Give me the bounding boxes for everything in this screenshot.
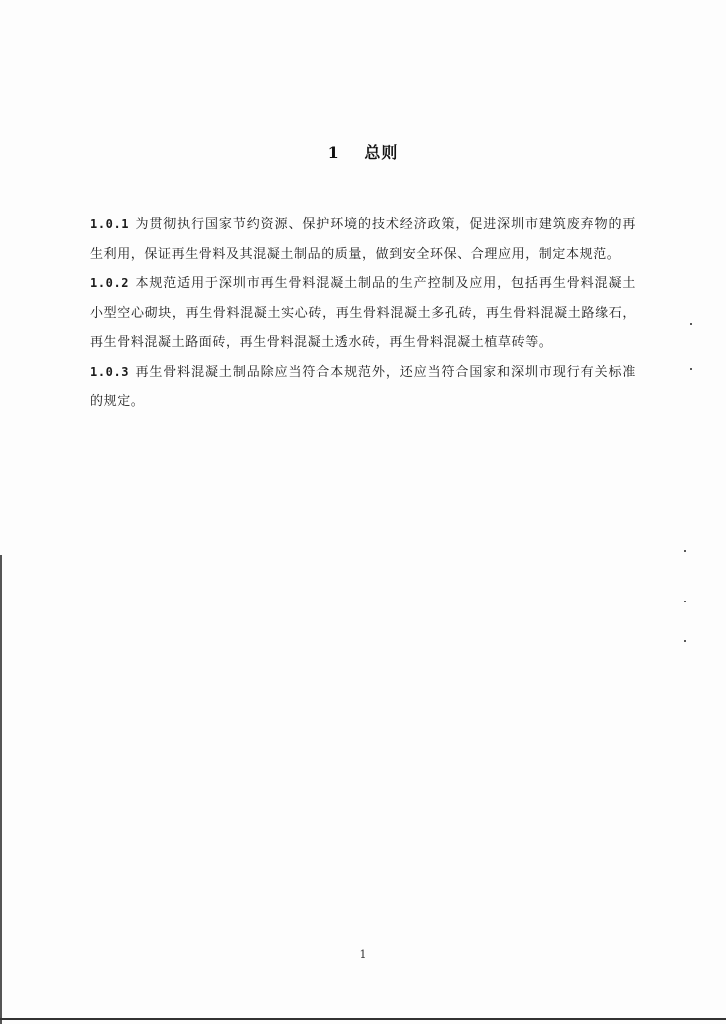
scan-edge-bottom (0, 1018, 726, 1020)
clause-list (90, 210, 636, 417)
scan-edge-left (0, 555, 2, 1024)
chapter-number: 1 (327, 143, 340, 162)
clause-text: 本规范适用于深圳市再生骨料混凝土制品的生产控制及应用，包括再生骨料混凝土小型空心砌块，再生骨料混凝土实心砖，再生骨料混凝土多孔砖，再生骨料混凝土路缘石，再生骨料混凝土路面砖，再生骨料混凝土透水砖，再生骨料混凝土植草砖等。 (90, 276, 636, 350)
scan-speck (684, 550, 686, 552)
scan-speck (684, 601, 686, 602)
scan-speck (690, 368, 692, 370)
clause-number: 1.0.1 (90, 217, 130, 231)
clause-text: 再生骨料混凝土制品除应当符合本规范外，还应当符合国家和深圳市现行有关标准的规定。 (90, 364, 636, 409)
chapter-heading (0, 140, 726, 163)
scan-speck (684, 640, 686, 642)
clause-1-0-2 (90, 269, 636, 358)
clause-1-0-1 (90, 210, 636, 269)
clause-number: 1.0.3 (90, 364, 130, 379)
chapter-title: 总则 (364, 143, 399, 162)
clause-1-0-3 (90, 358, 636, 417)
clause-number: 1.0.2 (90, 276, 130, 290)
clause-text: 为贯彻执行国家节约资源、保护环境的技术经济政策，促进深圳市建筑废弃物的再生利用，保证再生骨料及其混凝土制品的质量，做到安全环保、合理应用，制定本规范。 (90, 217, 636, 262)
page-number: 1 (359, 948, 367, 961)
scan-speck (690, 323, 692, 325)
